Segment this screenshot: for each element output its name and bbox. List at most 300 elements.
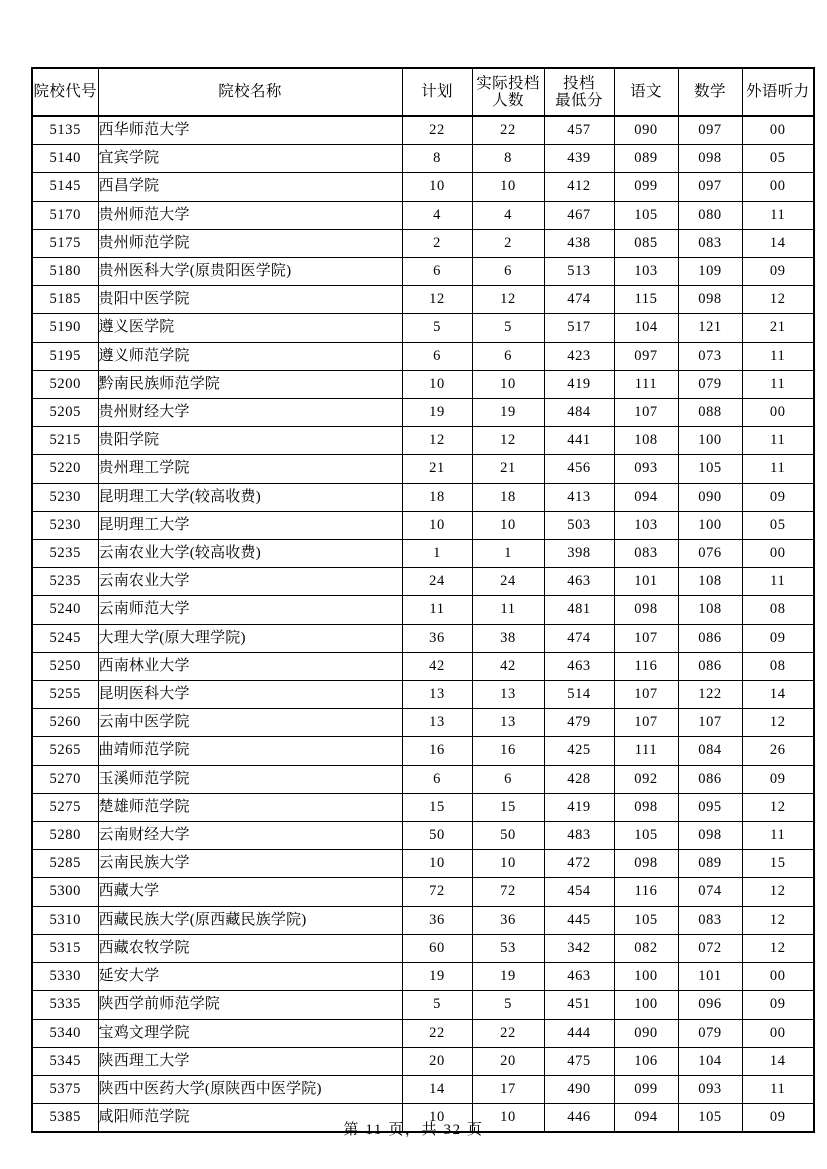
cell-listening: 00 <box>742 1019 814 1047</box>
cell-plan: 14 <box>402 1075 472 1103</box>
cell-chinese: 105 <box>614 906 678 934</box>
column-header-min-score-label-line1: 投档 <box>563 74 595 92</box>
column-header-school-code <box>32 68 98 116</box>
cell-math: 097 <box>678 116 742 145</box>
cell-math: 108 <box>678 568 742 596</box>
table-row <box>32 1019 814 1047</box>
cell-plan: 10 <box>402 173 472 201</box>
cell-plan: 1 <box>402 540 472 568</box>
cell-actual-count: 53 <box>472 934 544 962</box>
cell-plan: 16 <box>402 737 472 765</box>
cell-school-code: 5215 <box>32 427 98 455</box>
cell-math: 076 <box>678 540 742 568</box>
cell-listening: 21 <box>742 314 814 342</box>
table-row <box>32 709 814 737</box>
cell-plan: 20 <box>402 1047 472 1075</box>
cell-chinese: 093 <box>614 455 678 483</box>
cell-school-name: 曲靖师范学院 <box>98 737 402 765</box>
cell-school-name: 贵州财经大学 <box>98 399 402 427</box>
cell-math: 109 <box>678 258 742 286</box>
cell-school-code: 5375 <box>32 1075 98 1103</box>
cell-actual-count: 18 <box>472 483 544 511</box>
cell-math: 098 <box>678 286 742 314</box>
cell-min-score: 484 <box>544 399 614 427</box>
cell-school-code: 5260 <box>32 709 98 737</box>
cell-min-score: 342 <box>544 934 614 962</box>
cell-school-code: 5200 <box>32 370 98 398</box>
cell-math: 098 <box>678 822 742 850</box>
cell-plan: 36 <box>402 624 472 652</box>
cell-school-name: 西昌学院 <box>98 173 402 201</box>
cell-listening: 09 <box>742 624 814 652</box>
cell-chinese: 098 <box>614 793 678 821</box>
cell-school-name: 陕西学前师范学院 <box>98 991 402 1019</box>
cell-chinese: 104 <box>614 314 678 342</box>
cell-school-code: 5205 <box>32 399 98 427</box>
cell-plan: 10 <box>402 370 472 398</box>
table-row <box>32 1047 814 1075</box>
cell-school-code: 5315 <box>32 934 98 962</box>
cell-school-name: 贵州医科大学(原贵阳医学院) <box>98 258 402 286</box>
cell-school-code: 5230 <box>32 511 98 539</box>
cell-listening: 12 <box>742 793 814 821</box>
table-row <box>32 399 814 427</box>
cell-listening: 14 <box>742 681 814 709</box>
table-row <box>32 991 814 1019</box>
cell-plan: 10 <box>402 850 472 878</box>
cell-math: 105 <box>678 455 742 483</box>
cell-school-code: 5135 <box>32 116 98 145</box>
cell-actual-count: 42 <box>472 652 544 680</box>
table-row <box>32 455 814 483</box>
cell-min-score: 445 <box>544 906 614 934</box>
cell-school-code: 5275 <box>32 793 98 821</box>
cell-listening: 00 <box>742 399 814 427</box>
cell-math: 105 <box>678 1104 742 1133</box>
cell-min-score: 439 <box>544 145 614 173</box>
cell-actual-count: 6 <box>472 342 544 370</box>
cell-min-score: 428 <box>544 765 614 793</box>
cell-actual-count: 38 <box>472 624 544 652</box>
cell-plan: 15 <box>402 793 472 821</box>
cell-math: 072 <box>678 934 742 962</box>
score-table-container <box>31 67 810 1133</box>
column-header-listening-label: 外语听力 <box>745 83 810 101</box>
cell-actual-count: 19 <box>472 399 544 427</box>
column-header-plan-label: 计划 <box>421 83 453 101</box>
cell-school-name: 昆明理工大学 <box>98 511 402 539</box>
cell-chinese: 111 <box>614 370 678 398</box>
cell-listening: 12 <box>742 934 814 962</box>
cell-school-name: 贵阳学院 <box>98 427 402 455</box>
cell-plan: 36 <box>402 906 472 934</box>
cell-school-name: 西藏民族大学(原西藏民族学院) <box>98 906 402 934</box>
cell-school-name: 云南民族大学 <box>98 850 402 878</box>
cell-school-code: 5300 <box>32 878 98 906</box>
cell-school-name: 贵阳中医学院 <box>98 286 402 314</box>
cell-school-code: 5385 <box>32 1104 98 1133</box>
table-row <box>32 906 814 934</box>
cell-math: 073 <box>678 342 742 370</box>
cell-min-score: 441 <box>544 427 614 455</box>
cell-math: 083 <box>678 229 742 257</box>
cell-plan: 22 <box>402 1019 472 1047</box>
cell-chinese: 090 <box>614 116 678 145</box>
cell-listening: 05 <box>742 511 814 539</box>
cell-min-score: 481 <box>544 596 614 624</box>
cell-school-name: 西华师范大学 <box>98 116 402 145</box>
column-header-listening <box>742 68 814 116</box>
cell-listening: 12 <box>742 709 814 737</box>
table-row <box>32 258 814 286</box>
table-row <box>32 568 814 596</box>
cell-chinese: 090 <box>614 1019 678 1047</box>
cell-school-name: 云南农业大学(较高收费) <box>98 540 402 568</box>
table-row <box>32 681 814 709</box>
cell-min-score: 398 <box>544 540 614 568</box>
table-header-row <box>32 68 814 116</box>
cell-min-score: 479 <box>544 709 614 737</box>
cell-math: 101 <box>678 963 742 991</box>
cell-actual-count: 21 <box>472 455 544 483</box>
cell-plan: 60 <box>402 934 472 962</box>
cell-school-name: 贵州师范学院 <box>98 229 402 257</box>
cell-min-score: 463 <box>544 652 614 680</box>
table-row <box>32 765 814 793</box>
cell-actual-count: 13 <box>472 709 544 737</box>
table-header <box>32 68 814 116</box>
cell-min-score: 514 <box>544 681 614 709</box>
column-header-chinese-label: 语文 <box>630 83 662 101</box>
cell-plan: 22 <box>402 116 472 145</box>
cell-min-score: 456 <box>544 455 614 483</box>
table-row <box>32 540 814 568</box>
cell-math: 098 <box>678 145 742 173</box>
cell-school-name: 宝鸡文理学院 <box>98 1019 402 1047</box>
cell-chinese: 107 <box>614 399 678 427</box>
cell-math: 079 <box>678 1019 742 1047</box>
cell-chinese: 106 <box>614 1047 678 1075</box>
cell-math: 097 <box>678 173 742 201</box>
cell-math: 088 <box>678 399 742 427</box>
cell-chinese: 108 <box>614 427 678 455</box>
cell-actual-count: 22 <box>472 116 544 145</box>
cell-math: 090 <box>678 483 742 511</box>
column-header-actual-count-label-line2: 人数 <box>492 92 524 109</box>
cell-chinese: 111 <box>614 737 678 765</box>
cell-school-name: 楚雄师范学院 <box>98 793 402 821</box>
cell-math: 074 <box>678 878 742 906</box>
cell-math: 096 <box>678 991 742 1019</box>
cell-plan: 24 <box>402 568 472 596</box>
table-row <box>32 201 814 229</box>
page-number-text: 第 11 页，共 32 页 <box>343 1122 484 1138</box>
cell-listening: 11 <box>742 201 814 229</box>
cell-school-code: 5185 <box>32 286 98 314</box>
cell-actual-count: 10 <box>472 370 544 398</box>
cell-math: 095 <box>678 793 742 821</box>
cell-plan: 21 <box>402 455 472 483</box>
cell-plan: 12 <box>402 286 472 314</box>
cell-listening: 11 <box>742 342 814 370</box>
cell-school-code: 5270 <box>32 765 98 793</box>
cell-actual-count: 24 <box>472 568 544 596</box>
cell-chinese: 105 <box>614 201 678 229</box>
cell-chinese: 098 <box>614 596 678 624</box>
cell-chinese: 083 <box>614 540 678 568</box>
cell-listening: 14 <box>742 1047 814 1075</box>
cell-school-code: 5265 <box>32 737 98 765</box>
cell-actual-count: 13 <box>472 681 544 709</box>
cell-chinese: 115 <box>614 286 678 314</box>
cell-school-code: 5140 <box>32 145 98 173</box>
table-row <box>32 822 814 850</box>
cell-school-name: 西藏农牧学院 <box>98 934 402 962</box>
table-row <box>32 286 814 314</box>
cell-listening: 11 <box>742 427 814 455</box>
cell-listening: 05 <box>742 145 814 173</box>
cell-school-code: 5330 <box>32 963 98 991</box>
cell-chinese: 103 <box>614 511 678 539</box>
table-row <box>32 1075 814 1103</box>
cell-chinese: 100 <box>614 991 678 1019</box>
cell-listening: 11 <box>742 568 814 596</box>
cell-min-score: 419 <box>544 793 614 821</box>
cell-chinese: 099 <box>614 173 678 201</box>
cell-listening: 09 <box>742 765 814 793</box>
cell-actual-count: 8 <box>472 145 544 173</box>
cell-school-code: 5255 <box>32 681 98 709</box>
cell-math: 100 <box>678 511 742 539</box>
cell-math: 122 <box>678 681 742 709</box>
cell-plan: 5 <box>402 314 472 342</box>
cell-chinese: 098 <box>614 850 678 878</box>
column-header-math <box>678 68 742 116</box>
cell-school-name: 西藏大学 <box>98 878 402 906</box>
cell-min-score: 490 <box>544 1075 614 1103</box>
cell-chinese: 082 <box>614 934 678 962</box>
cell-min-score: 423 <box>544 342 614 370</box>
table-row <box>32 624 814 652</box>
cell-listening: 00 <box>742 116 814 145</box>
cell-plan: 72 <box>402 878 472 906</box>
cell-math: 107 <box>678 709 742 737</box>
cell-school-name: 陕西中医药大学(原陕西中医学院) <box>98 1075 402 1103</box>
cell-school-name: 云南财经大学 <box>98 822 402 850</box>
cell-school-code: 5220 <box>32 455 98 483</box>
cell-actual-count: 11 <box>472 596 544 624</box>
cell-school-name: 贵州理工学院 <box>98 455 402 483</box>
column-header-school-code-label: 院校代号 <box>33 83 98 101</box>
cell-min-score: 467 <box>544 201 614 229</box>
cell-min-score: 463 <box>544 568 614 596</box>
cell-math: 086 <box>678 765 742 793</box>
cell-listening: 00 <box>742 173 814 201</box>
cell-actual-count: 10 <box>472 511 544 539</box>
column-header-school-name <box>98 68 402 116</box>
cell-plan: 13 <box>402 681 472 709</box>
cell-plan: 10 <box>402 511 472 539</box>
cell-math: 086 <box>678 652 742 680</box>
cell-school-code: 5345 <box>32 1047 98 1075</box>
cell-actual-count: 10 <box>472 173 544 201</box>
cell-school-code: 5250 <box>32 652 98 680</box>
table-row <box>32 963 814 991</box>
cell-chinese: 085 <box>614 229 678 257</box>
cell-plan: 42 <box>402 652 472 680</box>
cell-school-code: 5245 <box>32 624 98 652</box>
cell-chinese: 097 <box>614 342 678 370</box>
cell-actual-count: 5 <box>472 314 544 342</box>
column-header-actual-count <box>472 68 544 116</box>
cell-plan: 12 <box>402 427 472 455</box>
cell-listening: 00 <box>742 963 814 991</box>
table-row <box>32 511 814 539</box>
cell-min-score: 413 <box>544 483 614 511</box>
cell-min-score: 472 <box>544 850 614 878</box>
table-row <box>32 427 814 455</box>
cell-school-code: 5285 <box>32 850 98 878</box>
cell-listening: 12 <box>742 286 814 314</box>
cell-math: 100 <box>678 427 742 455</box>
cell-actual-count: 19 <box>472 963 544 991</box>
cell-plan: 8 <box>402 145 472 173</box>
cell-actual-count: 5 <box>472 991 544 1019</box>
column-header-plan <box>402 68 472 116</box>
cell-math: 121 <box>678 314 742 342</box>
table-row <box>32 116 814 145</box>
cell-plan: 19 <box>402 399 472 427</box>
cell-plan: 10 <box>402 1104 472 1133</box>
cell-school-name: 宜宾学院 <box>98 145 402 173</box>
cell-school-code: 5195 <box>32 342 98 370</box>
cell-school-code: 5310 <box>32 906 98 934</box>
cell-listening: 09 <box>742 991 814 1019</box>
cell-listening: 26 <box>742 737 814 765</box>
cell-chinese: 101 <box>614 568 678 596</box>
cell-min-score: 513 <box>544 258 614 286</box>
table-row <box>32 370 814 398</box>
cell-actual-count: 72 <box>472 878 544 906</box>
cell-plan: 11 <box>402 596 472 624</box>
cell-listening: 00 <box>742 540 814 568</box>
cell-listening: 08 <box>742 596 814 624</box>
column-header-actual-count-label-line1: 实际投档 <box>476 74 540 92</box>
cell-chinese: 107 <box>614 624 678 652</box>
table-row <box>32 145 814 173</box>
cell-school-code: 5340 <box>32 1019 98 1047</box>
cell-plan: 6 <box>402 765 472 793</box>
cell-min-score: 503 <box>544 511 614 539</box>
cell-chinese: 100 <box>614 963 678 991</box>
cell-plan: 19 <box>402 963 472 991</box>
cell-min-score: 444 <box>544 1019 614 1047</box>
cell-math: 083 <box>678 906 742 934</box>
cell-school-name: 陕西理工大学 <box>98 1047 402 1075</box>
cell-min-score: 412 <box>544 173 614 201</box>
column-header-min-score-label-line2: 最低分 <box>555 92 603 109</box>
cell-school-name: 云南农业大学 <box>98 568 402 596</box>
cell-school-code: 5280 <box>32 822 98 850</box>
cell-plan: 18 <box>402 483 472 511</box>
cell-chinese: 094 <box>614 1104 678 1133</box>
admission-score-table <box>31 67 815 1133</box>
cell-min-score: 425 <box>544 737 614 765</box>
cell-actual-count: 2 <box>472 229 544 257</box>
cell-listening: 08 <box>742 652 814 680</box>
table-body <box>32 116 814 1132</box>
cell-actual-count: 6 <box>472 258 544 286</box>
cell-actual-count: 50 <box>472 822 544 850</box>
cell-school-name: 咸阳师范学院 <box>98 1104 402 1133</box>
cell-min-score: 454 <box>544 878 614 906</box>
cell-actual-count: 36 <box>472 906 544 934</box>
cell-plan: 5 <box>402 991 472 1019</box>
cell-listening: 12 <box>742 878 814 906</box>
cell-school-code: 5145 <box>32 173 98 201</box>
cell-chinese: 105 <box>614 822 678 850</box>
cell-math: 108 <box>678 596 742 624</box>
cell-min-score: 451 <box>544 991 614 1019</box>
table-row <box>32 229 814 257</box>
page-footer <box>0 1118 827 1139</box>
cell-plan: 6 <box>402 342 472 370</box>
cell-chinese: 092 <box>614 765 678 793</box>
cell-listening: 09 <box>742 258 814 286</box>
cell-actual-count: 17 <box>472 1075 544 1103</box>
cell-listening: 11 <box>742 455 814 483</box>
cell-school-name: 遵义师范学院 <box>98 342 402 370</box>
cell-actual-count: 6 <box>472 765 544 793</box>
cell-school-name: 遵义医学院 <box>98 314 402 342</box>
cell-actual-count: 16 <box>472 737 544 765</box>
column-header-school-name-label: 院校名称 <box>218 83 282 101</box>
cell-school-code: 5170 <box>32 201 98 229</box>
cell-listening: 11 <box>742 370 814 398</box>
cell-actual-count: 4 <box>472 201 544 229</box>
cell-listening: 09 <box>742 1104 814 1133</box>
cell-chinese: 089 <box>614 145 678 173</box>
cell-actual-count: 22 <box>472 1019 544 1047</box>
cell-math: 093 <box>678 1075 742 1103</box>
cell-school-code: 5180 <box>32 258 98 286</box>
cell-listening: 11 <box>742 822 814 850</box>
cell-listening: 09 <box>742 483 814 511</box>
column-header-math-label: 数学 <box>694 83 726 101</box>
cell-school-name: 延安大学 <box>98 963 402 991</box>
cell-school-name: 昆明医科大学 <box>98 681 402 709</box>
cell-chinese: 116 <box>614 652 678 680</box>
cell-math: 086 <box>678 624 742 652</box>
cell-school-name: 大理大学(原大理学院) <box>98 624 402 652</box>
cell-chinese: 116 <box>614 878 678 906</box>
cell-min-score: 438 <box>544 229 614 257</box>
cell-listening: 11 <box>742 1075 814 1103</box>
cell-school-code: 5235 <box>32 540 98 568</box>
cell-actual-count: 10 <box>472 850 544 878</box>
cell-school-name: 黔南民族师范学院 <box>98 370 402 398</box>
table-row <box>32 934 814 962</box>
cell-school-name: 贵州师范大学 <box>98 201 402 229</box>
cell-actual-count: 15 <box>472 793 544 821</box>
table-row <box>32 737 814 765</box>
cell-plan: 50 <box>402 822 472 850</box>
cell-plan: 2 <box>402 229 472 257</box>
cell-listening: 15 <box>742 850 814 878</box>
cell-min-score: 474 <box>544 624 614 652</box>
cell-school-name: 云南中医学院 <box>98 709 402 737</box>
table-row <box>32 850 814 878</box>
